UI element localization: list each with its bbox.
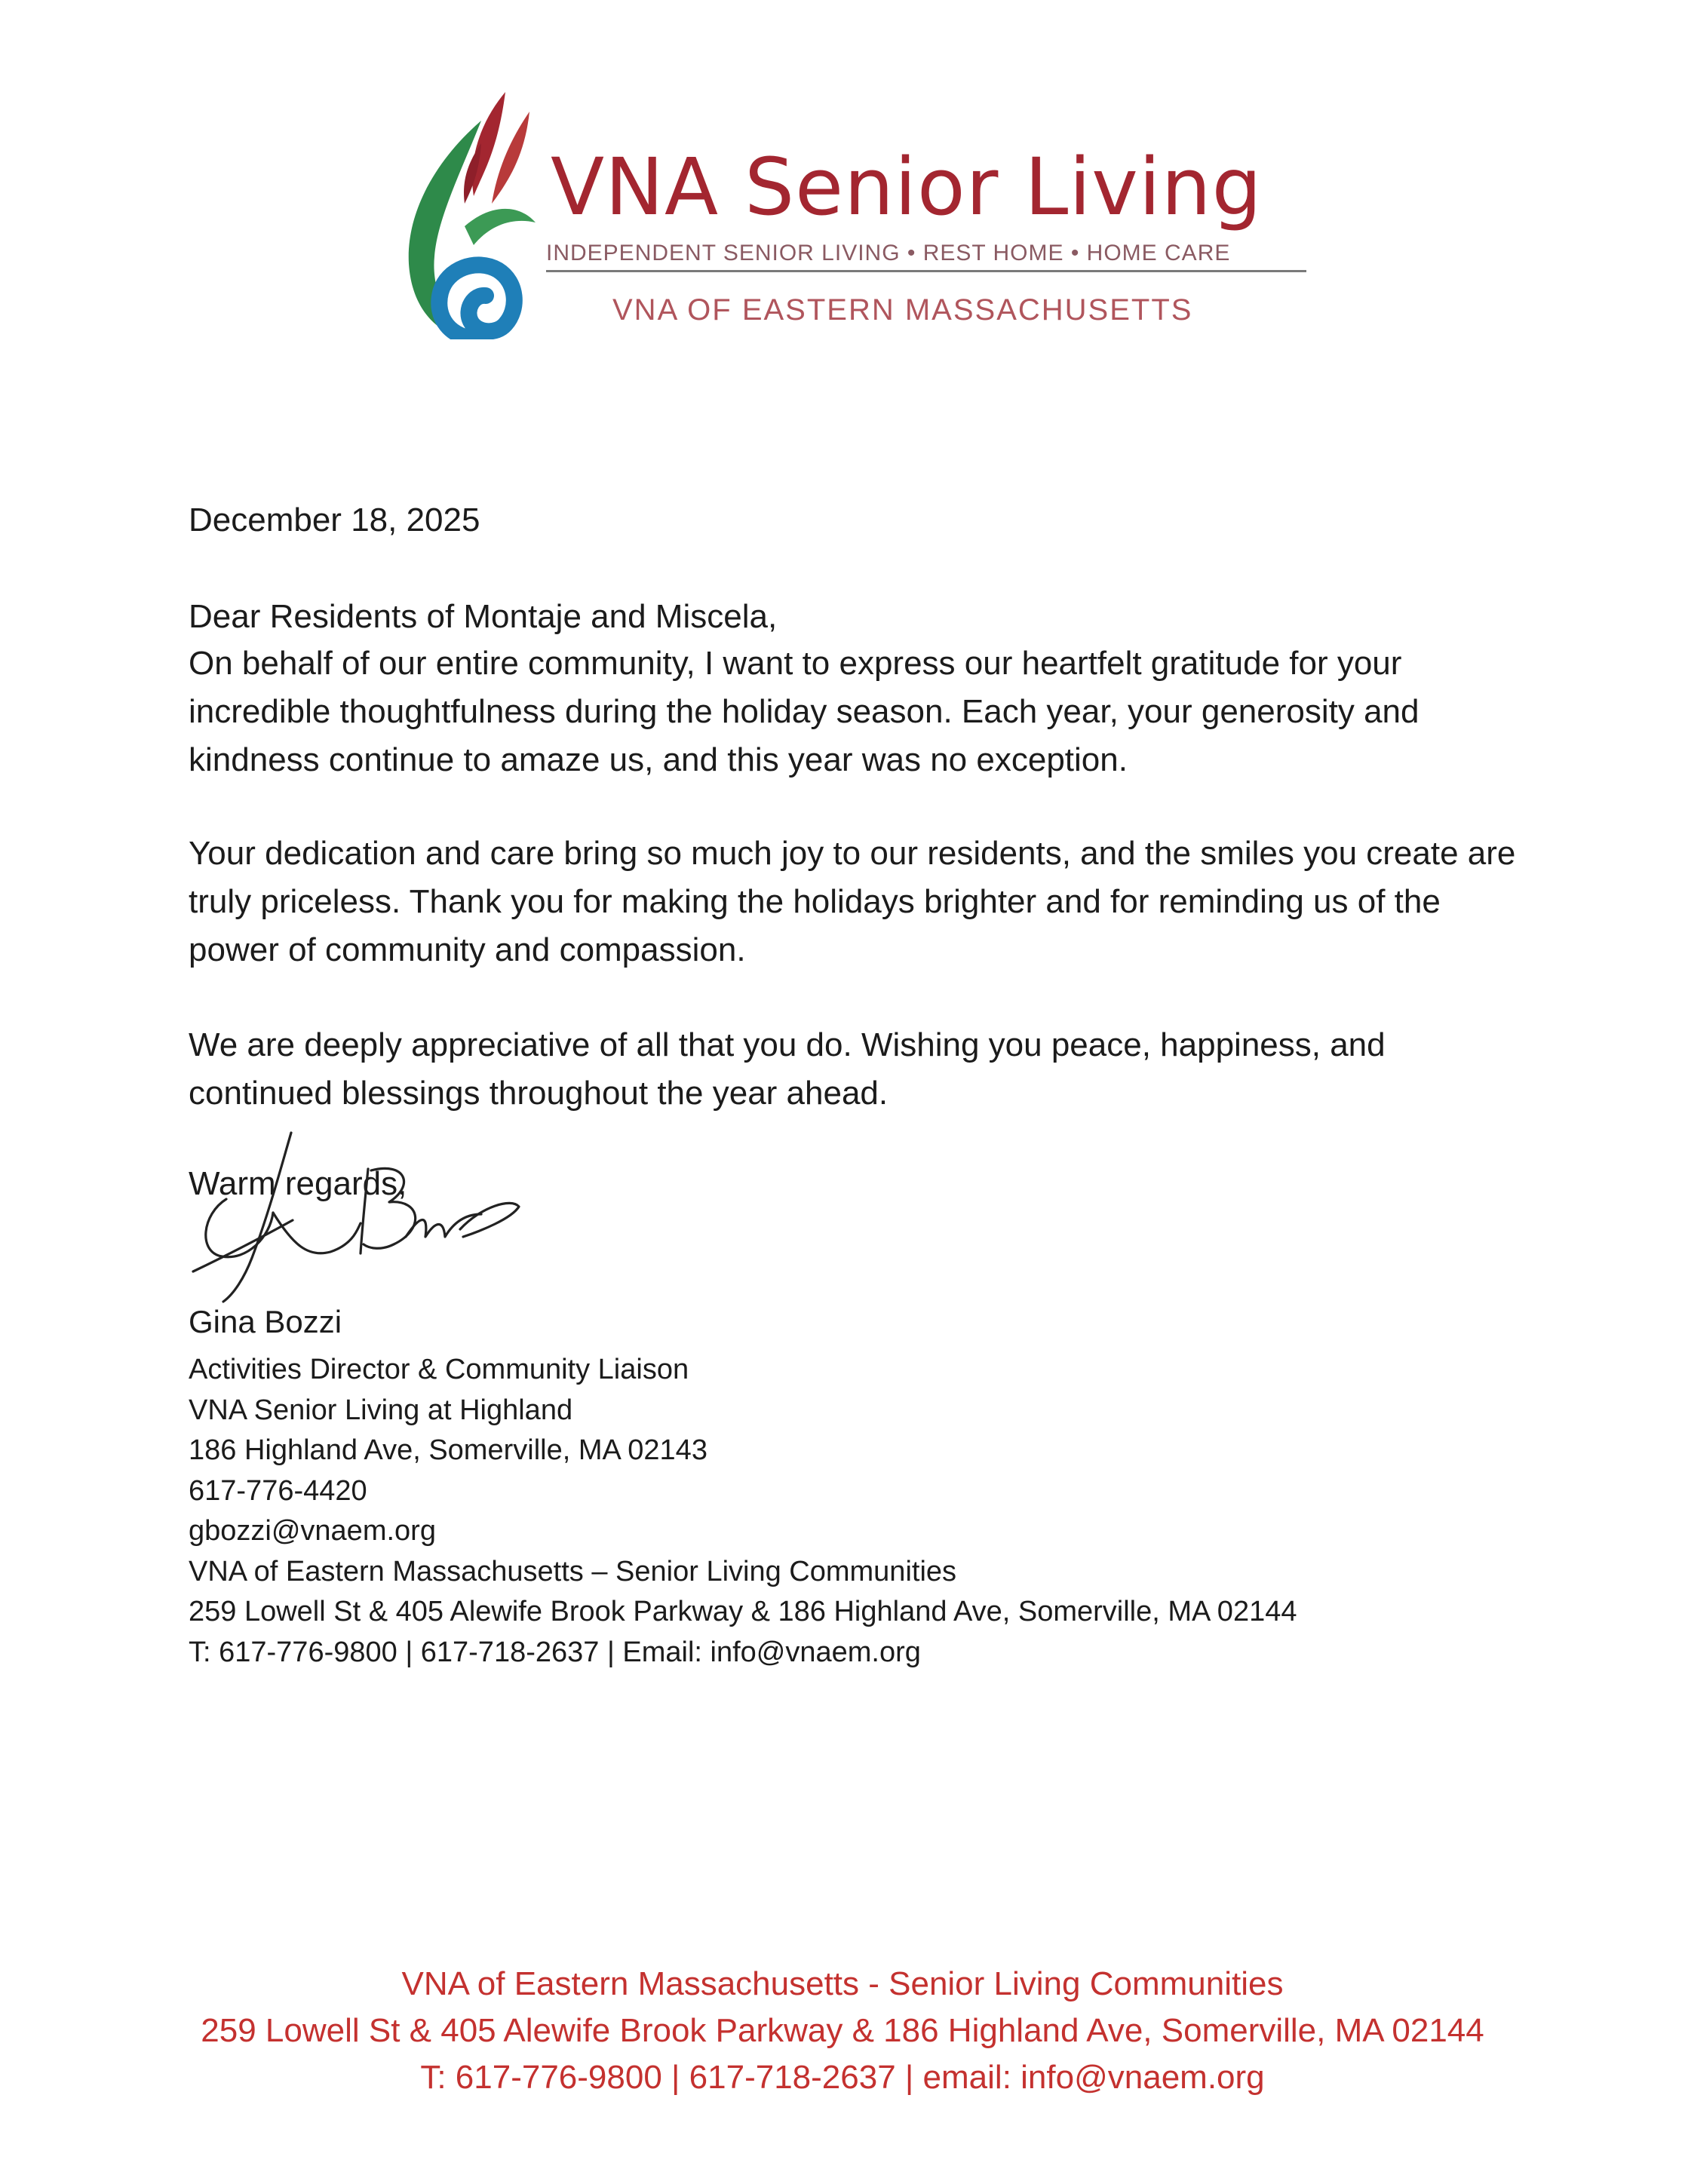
signer-phone: 617-776-4420 [189, 1474, 367, 1507]
page-footer [0, 1961, 1685, 2101]
brand-name: VNA Senior Living [551, 141, 1263, 233]
paragraph-dedication: Your dedication and care bring so much joy to our residents, and the smiles you create are truly priceless. Thank you for making the holidays brighter and for reminding us of the power of community and compassion. [189, 835, 1516, 968]
signer-email: gbozzi@vnaem.org [189, 1515, 436, 1547]
letter-date: December 18, 2025 [189, 502, 480, 538]
footer-contact: T: 617-776-9800 | 617-718-2637 | email: info@vnaem.org [420, 2059, 1265, 2096]
salutation: Dear Residents of Montaje and Miscela, [189, 598, 778, 635]
signer-title: Activities Director & Community Liaison [189, 1354, 689, 1385]
brand-organization: VNA OF EASTERN MASSACHUSETTS [612, 293, 1193, 327]
paragraph-gratitude: On behalf of our entire community, I want to express our heartfelt gratitude for your incredible thoughtfulness during the holiday season. Each year, your generosity and kindness continue to amaze us, and this year was no exception. [189, 645, 1420, 778]
signer-location: VNA Senior Living at Highland [189, 1394, 573, 1426]
paragraph-wishes: We are deeply appreciative of all that you do. Wishing you peace, happiness, and continued blessings throughout the year ahead. [189, 1026, 1386, 1112]
footer-address: 259 Lowell St & 405 Alewife Brook Parkway & 186 Highland Ave, Somerville, MA 02144 [201, 2012, 1484, 2049]
signature-block [189, 1350, 1297, 1673]
letterhead [392, 75, 1343, 347]
brand-tagline: INDEPENDENT SENIOR LIVING • REST HOME • HOME CARE [546, 238, 1306, 272]
signer-address: 186 Highland Ave, Somerville, MA 02143 [189, 1434, 707, 1466]
signer-org-address: 259 Lowell St & 405 Alewife Brook Parkway & 186 Highland Ave, Somerville, MA 02144 [189, 1596, 1297, 1627]
signer-org-contact: T: 617-776-9800 | 617-718-2637 | Email: info@vnaem.org [189, 1636, 921, 1668]
signer-name: Gina Bozzi [189, 1304, 342, 1339]
signer-organization: VNA of Eastern Massachusetts – Senior Living Communities [189, 1555, 957, 1587]
handwritten-signature-icon [180, 1124, 534, 1312]
leaf-swirl-logo-icon [392, 90, 543, 339]
closing: Warm regards, [189, 1165, 407, 1202]
footer-organization: VNA of Eastern Massachusetts - Senior Living Communities [401, 1965, 1284, 2002]
